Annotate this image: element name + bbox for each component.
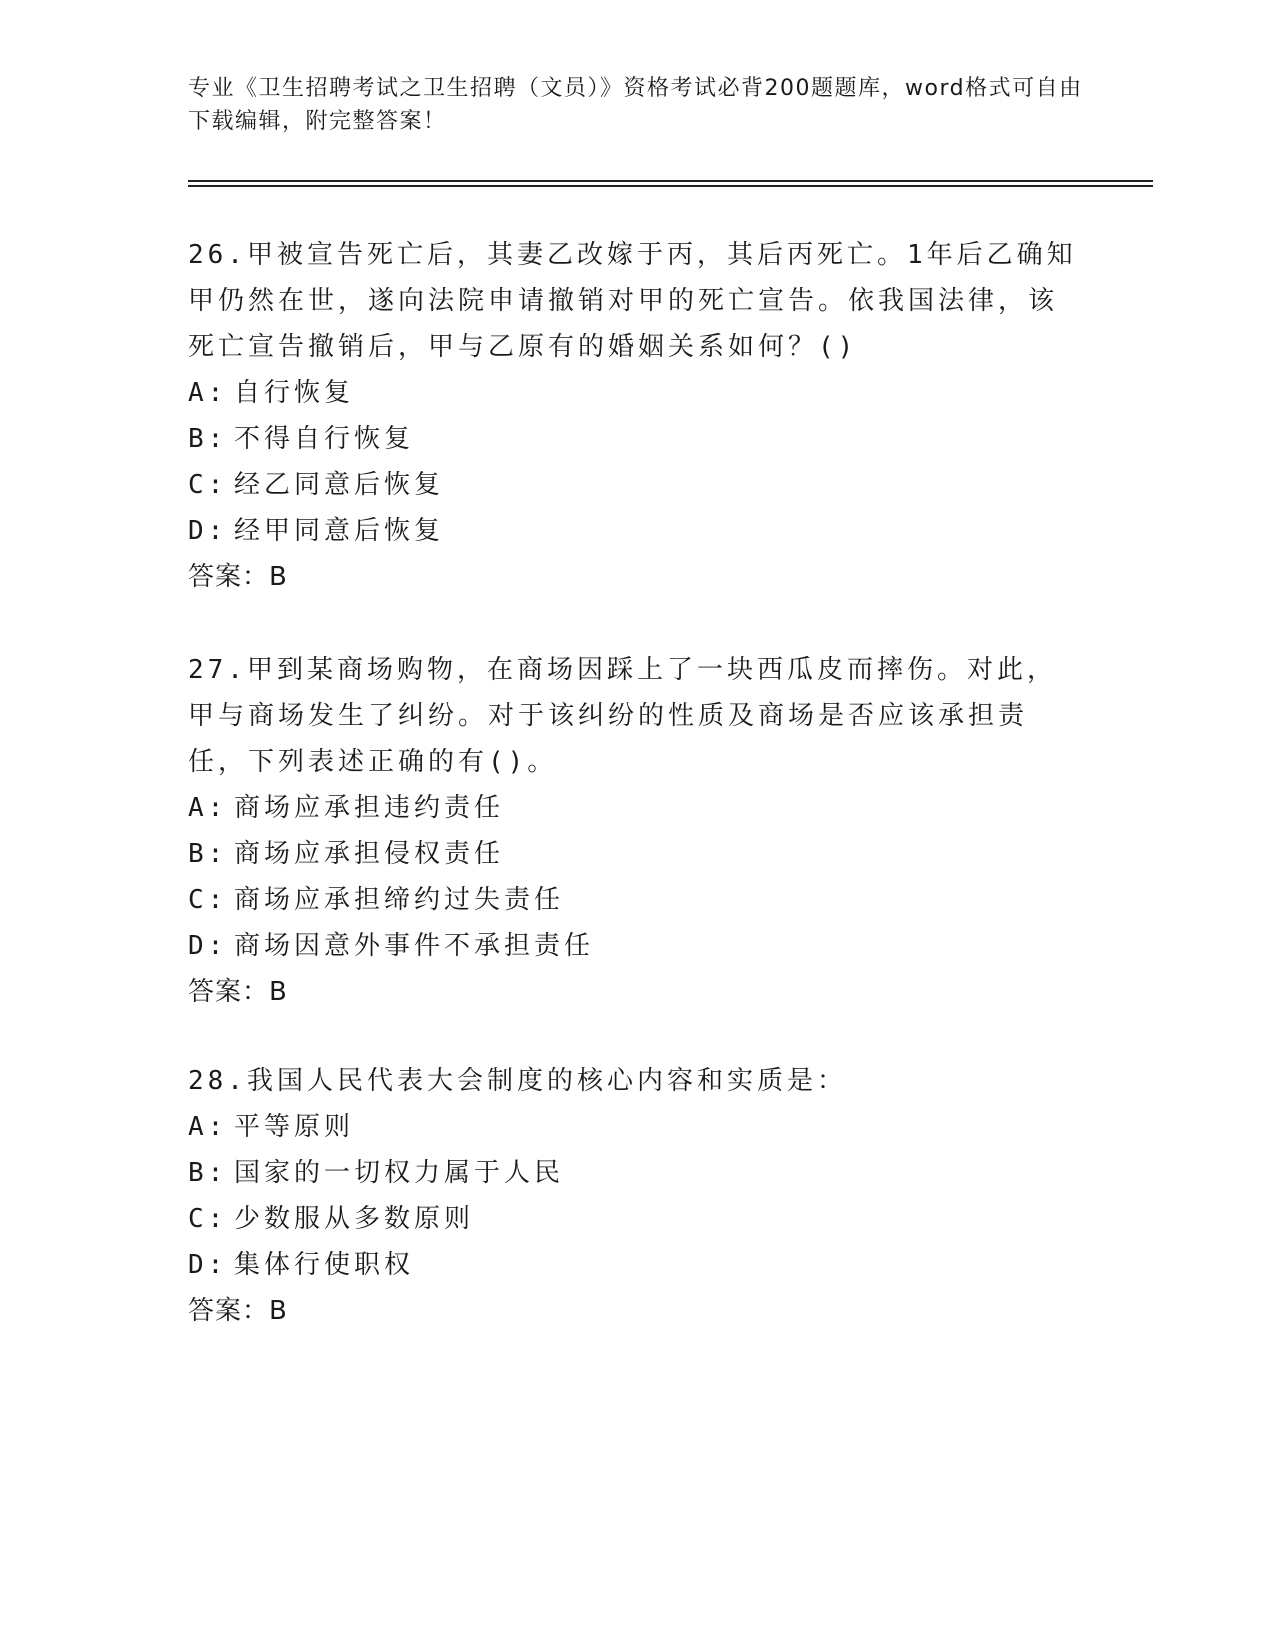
- option-a: [188, 370, 1078, 416]
- option-text: 经乙同意后恢复: [234, 470, 445, 500]
- question-stem: 28.我国人民代表大会制度的核心内容和实质是：: [188, 1066, 847, 1096]
- option-letter: D:: [188, 516, 228, 546]
- answer-line: 答案：B: [188, 562, 288, 592]
- option-text: 商场因意外事件不承担责任: [234, 931, 595, 961]
- option-a: [188, 785, 1078, 831]
- header-rule-top: [188, 180, 1153, 182]
- question-stem: 26.甲被宣告死亡后，其妻乙改嫁于丙，其后丙死亡。1年后乙确知甲仍然在世，遂向法院申请撤销对甲的死亡宣告。依我国法律，该死亡宣告撤销后，甲与乙原有的婚姻关系如何？(): [188, 240, 1077, 362]
- question-27: [188, 647, 1078, 1015]
- option-list: [188, 1104, 1078, 1288]
- option-b: [188, 1150, 1078, 1196]
- question-28: [188, 1058, 1078, 1334]
- option-text: 经甲同意后恢复: [234, 516, 445, 546]
- option-letter: C:: [188, 470, 228, 500]
- option-letter: D:: [188, 931, 228, 961]
- option-d: [188, 923, 1078, 969]
- option-text: 商场应承担缔约过失责任: [234, 885, 565, 915]
- option-letter: A:: [188, 378, 228, 408]
- option-letter: B:: [188, 839, 228, 869]
- option-letter: C:: [188, 885, 228, 915]
- document-header: 专业《卫生招聘考试之卫生招聘（文员）》资格考试必背200题题库，word格式可自由下载编辑，附完整答案！: [188, 76, 1083, 134]
- option-list: [188, 370, 1078, 554]
- option-letter: A:: [188, 1112, 228, 1142]
- option-text: 少数服从多数原则: [234, 1204, 475, 1234]
- option-letter: C:: [188, 1204, 228, 1234]
- option-b: [188, 416, 1078, 462]
- question-26: [188, 232, 1078, 600]
- option-letter: B:: [188, 424, 228, 454]
- option-a: [188, 1104, 1078, 1150]
- option-b: [188, 831, 1078, 877]
- question-stem: 27.甲到某商场购物，在商场因踩上了一块西瓜皮而摔伤。对此，甲与商场发生了纠纷。对于该纠纷的性质及商场是否应该承担责任，下列表述正确的有()。: [188, 655, 1057, 777]
- option-list: [188, 785, 1078, 969]
- option-letter: D:: [188, 1250, 228, 1280]
- option-letter: A:: [188, 793, 228, 823]
- option-text: 平等原则: [234, 1112, 355, 1142]
- option-letter: B:: [188, 1158, 228, 1188]
- option-c: [188, 1196, 1078, 1242]
- option-d: [188, 1242, 1078, 1288]
- option-c: [188, 462, 1078, 508]
- answer-line: 答案：B: [188, 977, 288, 1007]
- header-rule-bottom: [188, 185, 1153, 187]
- option-c: [188, 877, 1078, 923]
- option-text: 自行恢复: [234, 378, 355, 408]
- option-text: 商场应承担违约责任: [234, 793, 505, 823]
- answer-line: 答案：B: [188, 1296, 288, 1326]
- option-d: [188, 508, 1078, 554]
- option-text: 不得自行恢复: [234, 424, 415, 454]
- option-text: 商场应承担侵权责任: [234, 839, 505, 869]
- option-text: 集体行使职权: [234, 1250, 415, 1280]
- option-text: 国家的一切权力属于人民: [234, 1158, 565, 1188]
